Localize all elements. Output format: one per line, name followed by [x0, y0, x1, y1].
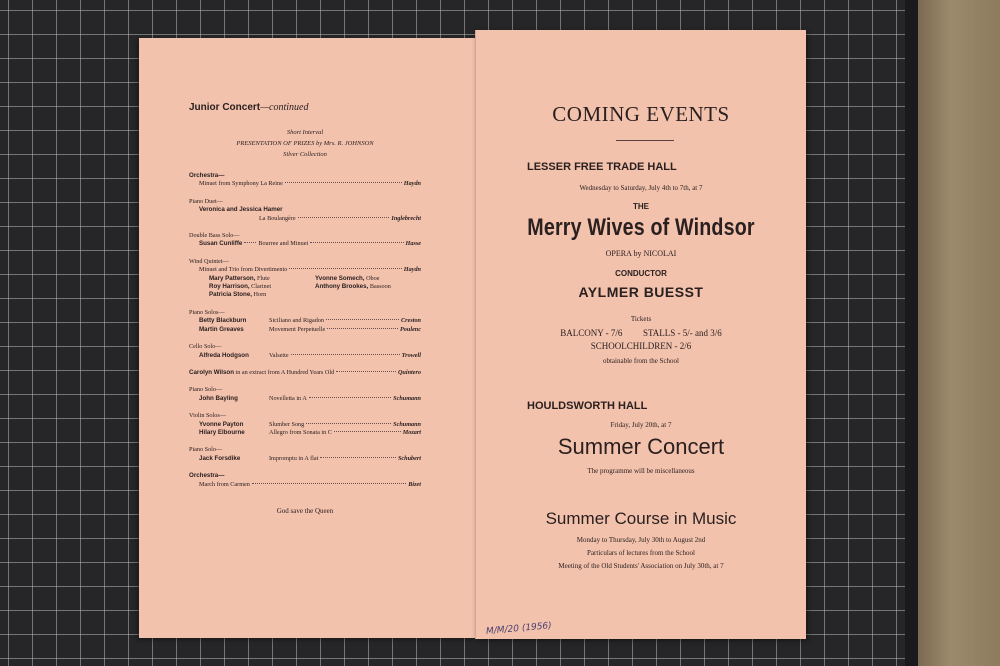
performer: Yvonne Payton	[199, 420, 244, 428]
piece: Minuet and Trio from Divertimento	[199, 266, 288, 274]
summer-course-title: Summer Course in Music	[545, 509, 737, 528]
programme-left-page	[139, 38, 475, 638]
item-category: Double Bass Solo—	[189, 232, 240, 240]
the-label: THE	[633, 202, 649, 211]
conductor-name: AYLMER BUESST	[578, 284, 704, 300]
piece: Valsette	[269, 351, 289, 359]
obtainable-note: obtainable from the School	[602, 357, 679, 365]
performer: Jack Forsdike	[199, 454, 241, 462]
composer: Hasse	[405, 240, 421, 248]
composer: Schumann	[393, 394, 421, 402]
composer: Poulenc	[400, 325, 421, 333]
piece: La Boulangère	[259, 214, 296, 222]
composer: Schumann	[393, 420, 421, 428]
composer: Haydn	[403, 180, 421, 188]
item-category: Wind Quintet—	[189, 257, 229, 265]
junior-concert-heading	[189, 102, 421, 113]
instrument: Horn	[253, 291, 267, 299]
opera-title: Merry Wives of Windsor	[527, 214, 755, 241]
item-category: Piano Solo—	[189, 446, 223, 454]
piece: Slumber Song	[269, 420, 305, 428]
archive-annotation: M/M/20 (1956)	[485, 621, 553, 637]
heading-bold: Junior Concert	[189, 102, 261, 113]
piece: Movement Perpetuelle	[269, 325, 326, 333]
piece: Novelletta in A	[269, 394, 307, 402]
piece: Impromptu in A flat	[269, 454, 319, 462]
item-category: Orchestra—	[189, 472, 225, 480]
instrument: Oboe	[366, 274, 380, 282]
composer: Haydn	[403, 266, 421, 274]
performer: Susan Cunliffe	[199, 240, 243, 248]
item-category: Orchestra—	[189, 172, 225, 179]
god-save-the-queen: God save the Queen	[276, 506, 334, 515]
programme-item	[189, 198, 421, 223]
performer: Alfreda Hodgson	[199, 351, 249, 359]
composer: Bizet	[408, 480, 421, 488]
table-surface	[918, 0, 1000, 666]
coming-events-title: COMING EVENTS	[552, 102, 730, 126]
performer: John Bayling	[199, 394, 238, 402]
short-interval: Short Interval	[286, 129, 324, 136]
course-dates: Monday to Thursday, July 30th to August 2nd	[576, 536, 706, 544]
composer: Mozart	[402, 428, 421, 436]
programme-item	[189, 258, 421, 300]
piece: Bourree and Minuet	[258, 240, 309, 248]
item-category: Violin Solos—	[189, 412, 226, 420]
instrument: Flute	[256, 274, 270, 282]
coming-events-page	[475, 30, 806, 639]
piece: Minuet from Symphony La Reine	[199, 180, 283, 188]
stalls-price: STALLS - 5/- and 3/6	[642, 328, 722, 338]
piece: in an extract from A Hundred Years Old	[235, 368, 335, 376]
mat-edge	[905, 0, 919, 666]
venue-houldsworth-hall: HOULDSWORTH HALL	[527, 400, 648, 412]
piece: Siciliano and Rigadon	[269, 317, 324, 325]
item-category: Piano Duet—	[189, 197, 223, 205]
programme-item	[189, 472, 421, 489]
item-category: Piano Solo—	[189, 386, 223, 394]
performer: Betty Blackburn	[199, 317, 247, 325]
programme-item	[189, 172, 421, 189]
programme-item	[189, 446, 421, 463]
instrument: Bassoon	[369, 283, 391, 291]
performer: Hilary Elbourne	[199, 428, 245, 436]
performers: Veronica and Jessica Hamer	[199, 206, 283, 214]
programme-item	[189, 232, 421, 249]
old-students-meeting: Meeting of the Old Students' Association on July 30th, at 7	[558, 562, 724, 570]
item-category: Piano Solos—	[189, 308, 225, 316]
composer: Creston	[401, 317, 421, 325]
concert-note: The programme will be miscellaneous	[587, 467, 695, 475]
programme-item	[189, 386, 421, 403]
player: Roy Harrison,	[209, 283, 250, 291]
tickets-label: Tickets	[630, 315, 652, 323]
programme-item	[189, 343, 421, 360]
presentation-of-prizes: PRESENTATION OF PRIZES by Mrs. R. JOHNSON	[236, 140, 374, 147]
composer: Schubert	[397, 454, 421, 462]
heading-italic: —continued	[260, 102, 309, 113]
title-rule	[616, 140, 674, 141]
silver-collection: Silver Collection	[283, 151, 327, 158]
piece: Allegro from Sonata in C	[269, 428, 332, 436]
player: Patricia Stone,	[209, 291, 252, 299]
composer: Trowell	[401, 351, 421, 359]
instrument: Clarinet	[251, 283, 272, 291]
course-particulars: Particulars of lectures from the School	[587, 549, 695, 557]
interval-block	[189, 127, 421, 160]
schoolchildren-price: SCHOOLCHILDREN - 2/6	[590, 341, 692, 351]
programme-item	[189, 309, 421, 334]
opera-by-nicolai: OPERA by NICOLAI	[605, 249, 677, 258]
concert-date: Friday, July 20th, at 7	[610, 421, 672, 429]
item-category: Cello Solo—	[189, 343, 222, 351]
player: Mary Patterson,	[209, 274, 256, 282]
programme-item	[189, 412, 421, 437]
performer: Carolyn Wilson	[189, 368, 234, 376]
player: Yvonne Somech,	[315, 274, 365, 282]
piece: March from Carmen	[199, 480, 250, 488]
composer: Quintero	[397, 368, 421, 376]
composer: Inglebrecht	[391, 214, 421, 222]
conductor-label: CONDUCTOR	[615, 269, 667, 278]
programme-item	[189, 369, 421, 377]
player: Anthony Brookes,	[315, 283, 369, 291]
performer: Martin Greaves	[199, 325, 244, 333]
venue-lesser-free-trade-hall: LESSER FREE TRADE HALL	[527, 161, 677, 173]
opera-dates: Wednesday to Saturday, July 4th to 7th, at 7	[579, 184, 703, 192]
balcony-price: BALCONY - 7/6	[560, 328, 623, 338]
summer-concert-title: Summer Concert	[557, 434, 725, 459]
